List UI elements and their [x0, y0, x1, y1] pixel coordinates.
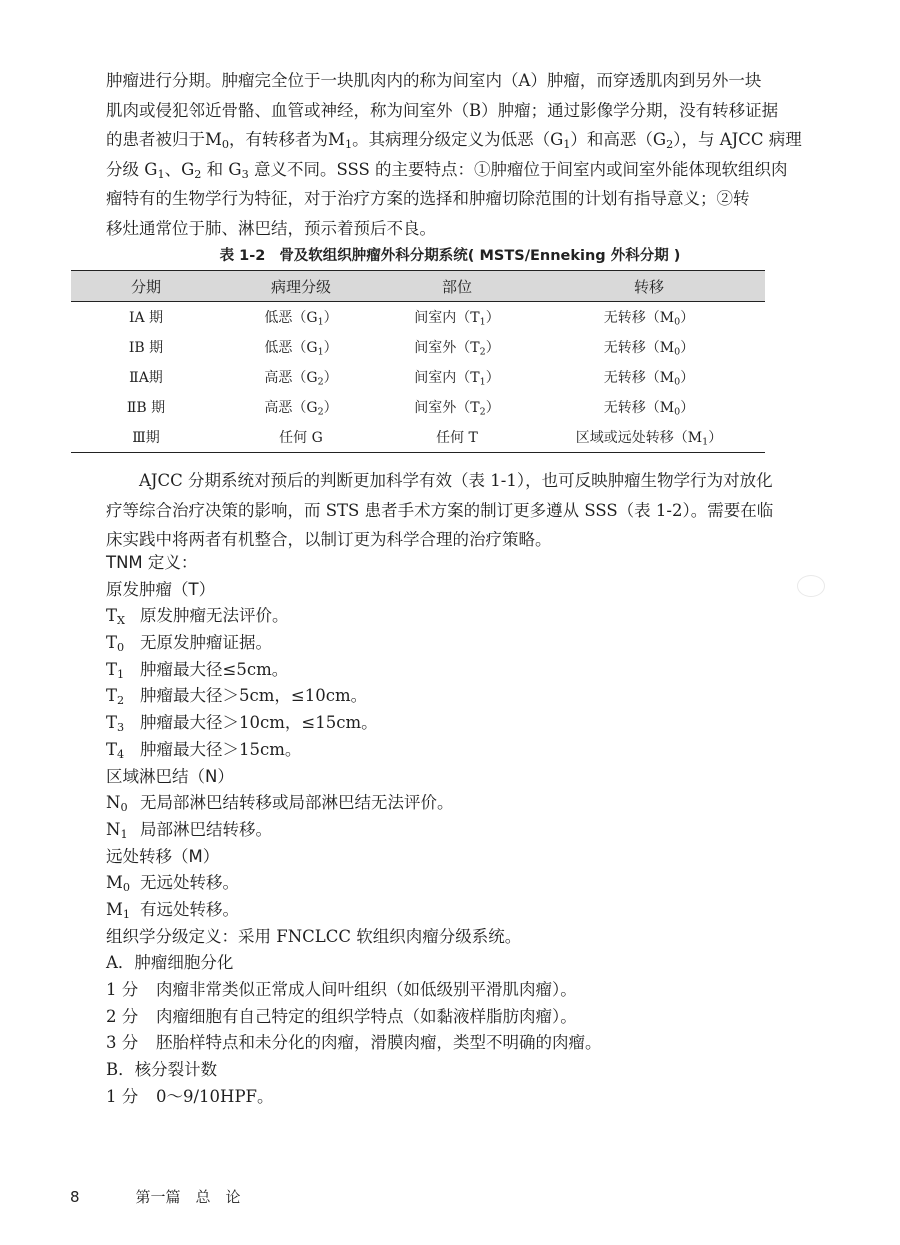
header-stage: 分期 [71, 271, 221, 302]
header-site: 部位 [381, 271, 533, 302]
cell-metastasis: 无转移$(M_0)$ [603, 370, 695, 388]
list-item: $M_1$ 有远处转移。 [106, 899, 239, 921]
cell-metastasis: 无转移$(M_0)$ [603, 400, 695, 418]
cell-site: 任何 T [381, 422, 533, 453]
header-grade: 病理分级 [221, 271, 381, 302]
tnm-definitions [106, 550, 806, 1110]
cell-grade: 任何 G [221, 422, 381, 453]
cell-site: 间室外$(T_2)$ [414, 340, 500, 358]
list-item: 3 分 胚胎样特点和未分化的肉瘤，滑膜肉瘤，类型不明确的肉瘤。 [106, 1033, 602, 1053]
table-caption [0, 244, 900, 265]
cell-metastasis: 区域或远处转移$(M_1)$ [533, 422, 765, 453]
cell-stage: ⅠA 期 [128, 310, 164, 326]
intro-line: 移灶通常位于肺、淋巴结，预示着预后不良。 [106, 218, 436, 238]
header-metastasis: 转移 [533, 271, 765, 302]
intro-line: 的患者被归于$M_0$，有转移者为$M_1$。其病理分级定义为低恶$(G_1)$和高恶$(G_2)$，与 AJCC 病理 [106, 130, 802, 151]
table-row [71, 362, 765, 392]
list-item: $T_X$ 原发肿瘤无法评价。 [106, 606, 289, 628]
body-line: 疗等综合治疗决策的影响，而 STS 患者手术方案的制订更多遵从 SSS（表 1-2）。需要在临 [106, 500, 774, 520]
table-number: 表 1-2 [219, 248, 266, 264]
m-heading: 远处转移（M） [106, 846, 220, 866]
intro-line: 肌肉或侵犯邻近骨骼、血管或神经，称为间室外（B）肿瘤；通过影像学分期，没有转移证据 [106, 100, 779, 120]
cell-stage: Ⅲ期 [71, 422, 221, 453]
list-item: $T_4$ 肿瘤最大径＞15cm。 [106, 739, 302, 761]
intro-paragraph [106, 66, 802, 243]
list-item: $M_0$ 无远处转移。 [106, 873, 239, 895]
cell-site: 间室内$(T_1)$ [414, 370, 500, 388]
list-item: $T_0$ 无原发肿瘤证据。 [106, 633, 272, 654]
watermark-stamp-icon [797, 575, 825, 597]
list-item: 1 分 0～9/10HPF。 [106, 1086, 274, 1106]
b-heading: B．核分裂计数 [106, 1060, 218, 1080]
grading-definition: 组织学分级定义：采用 FNCLCC 软组织肉瘤分级系统。 [106, 926, 522, 946]
list-item: $T_1$ 肿瘤最大径≤5cm。 [106, 659, 289, 681]
cell-site: 间室外$(T_2)$ [414, 400, 500, 418]
list-item: $T_2$ 肿瘤最大径＞5cm，≤10cm。 [106, 686, 368, 708]
table-title: 骨及软组织肿瘤外科分期系统( MSTS/Enneking 外科分期 ) [279, 248, 681, 264]
n-heading: 区域淋巴结（N） [106, 766, 234, 786]
cell-stage: ⅡB 期 [126, 400, 166, 416]
cell-site: 间室内$(T_1)$ [414, 310, 500, 328]
staging-table [71, 270, 765, 453]
page-footer [70, 1186, 241, 1207]
t-heading: 原发肿瘤（T） [106, 579, 216, 599]
table-row [71, 302, 765, 333]
a-heading: A．肿瘤细胞分化 [106, 953, 234, 973]
intro-line: 肿瘤进行分期。肿瘤完全位于一块肌肉内的称为间室内（A）肿瘤，而穿透肌肉到另外一块 [106, 71, 762, 90]
table-header-row [71, 271, 765, 302]
table-row [71, 392, 765, 422]
list-item: $N_1$ 局部淋巴结转移。 [106, 819, 272, 841]
list-item: $N_0$ 无局部淋巴结转移或局部淋巴结无法评价。 [106, 793, 454, 814]
intro-line: 瘤特有的生物学行为特征，对于治疗方案的选择和肿瘤切除范围的计划有指导意义；②转 [106, 189, 750, 208]
cell-metastasis: 无转移$(M_0)$ [603, 310, 695, 328]
table-row [71, 422, 765, 453]
tnm-title: TNM 定义： [106, 553, 198, 572]
body-line: AJCC 分期系统对预后的判断更加科学有效（表 1-1），也可反映肿瘤生物学行为对放化 [139, 471, 773, 490]
body-paragraph [106, 466, 798, 555]
cell-metastasis: 无转移$(M_0)$ [603, 340, 695, 358]
cell-grade: 低恶$(G_1)$ [264, 310, 338, 328]
list-item: 2 分 肉瘤细胞有自己特定的组织学特点（如黏液样脂肪肉瘤）。 [106, 1006, 577, 1026]
cell-stage: ⅠB 期 [128, 340, 164, 356]
intro-line: 分级 $G_1$、$G_2$ 和 $G_3$ 意义不同。SSS 的主要特点：①肿瘤位于间室内或间室外能体现软组织肉 [106, 159, 788, 181]
cell-grade: 高恶$(G_2)$ [264, 400, 338, 418]
list-item: $T_3$ 肿瘤最大径＞10cm，≤15cm。 [106, 713, 378, 734]
cell-stage: ⅡA期 [129, 370, 163, 386]
cell-grade: 高恶$(G_2)$ [264, 370, 338, 388]
table-row [71, 332, 765, 362]
body-line: 床实践中将两者有机整合，以制订更为科学合理的治疗策略。 [106, 530, 552, 549]
list-item: 1 分 肉瘤非常类似正常成人间叶组织（如低级别平滑肌肉瘤）。 [106, 980, 577, 999]
cell-grade: 低恶$(G_1)$ [264, 340, 338, 358]
page-number: 8 [70, 1188, 80, 1206]
section-title: 第一篇 总 论 [135, 1188, 241, 1206]
